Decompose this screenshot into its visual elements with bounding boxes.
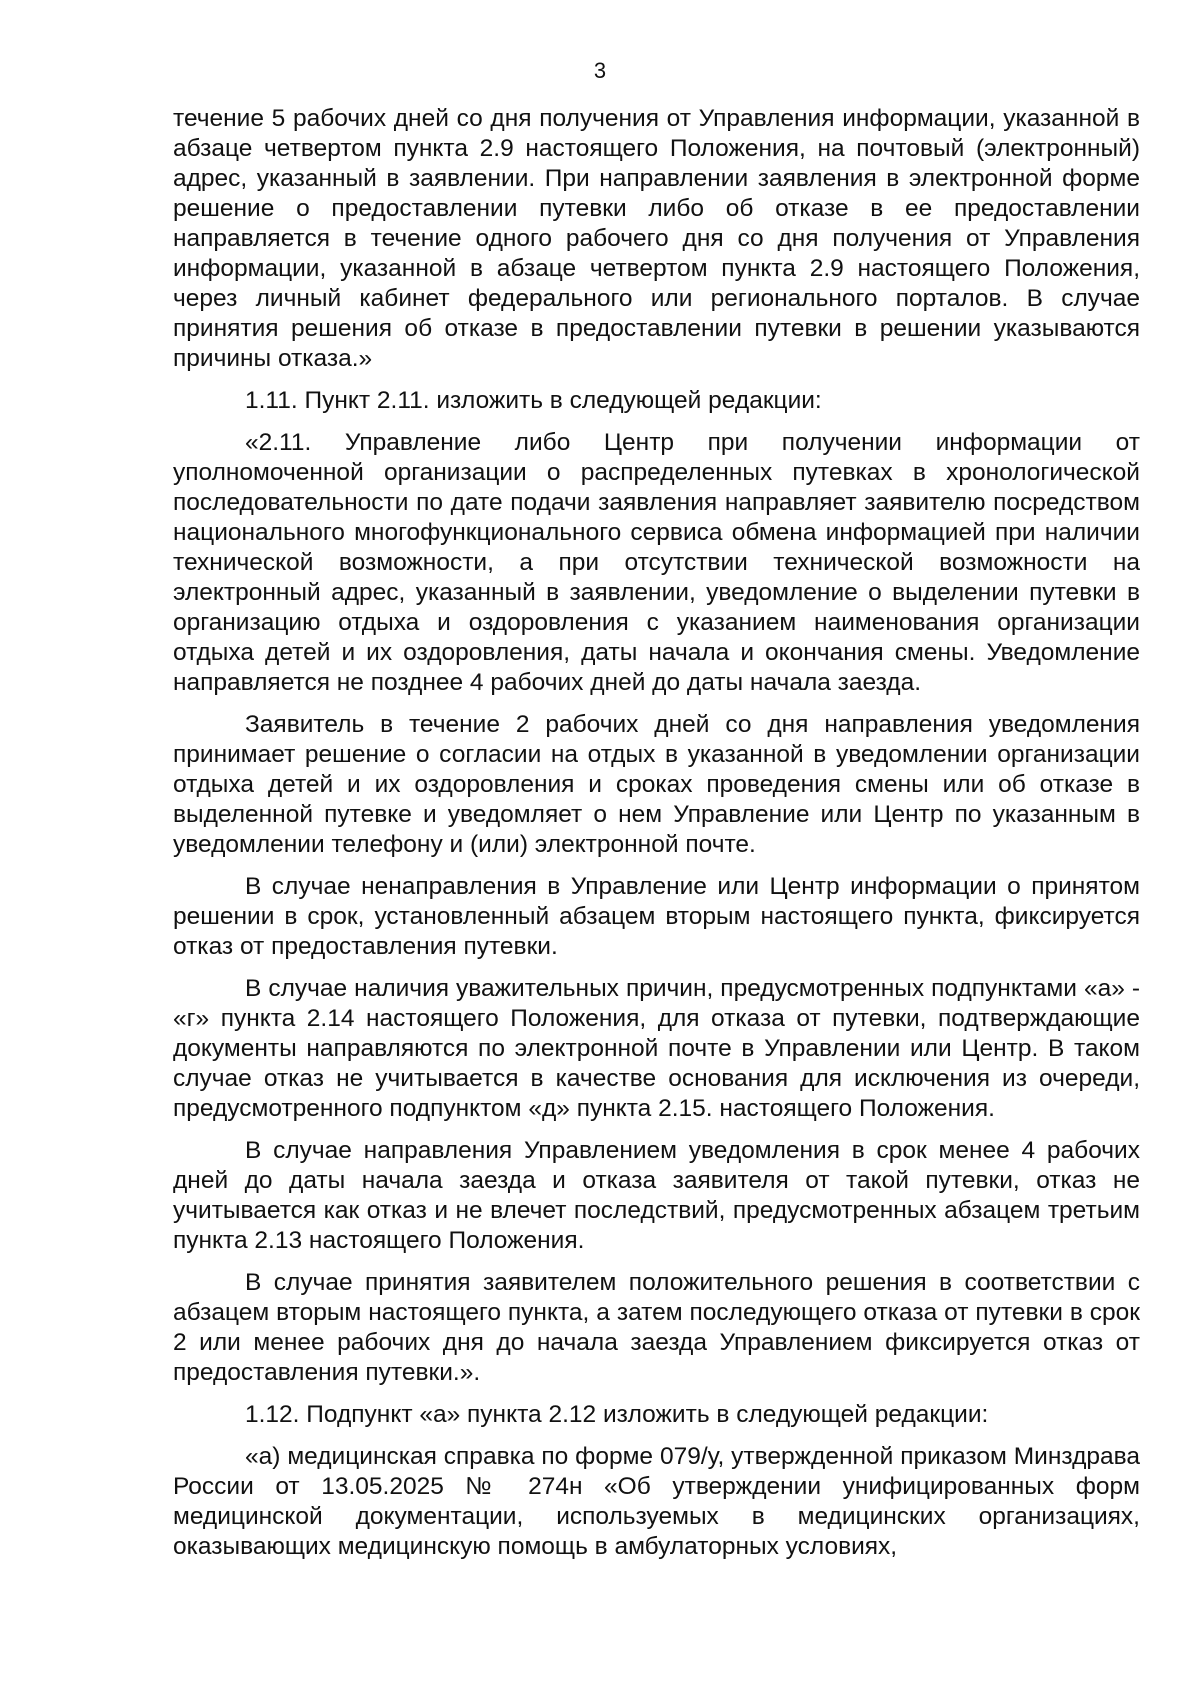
paragraph-clause-2-11: «2.11. Управление либо Центр при получении информации от уполномоченной организации о распределенных путевках в хронологической последовательности по дате подачи заявления направляет заявителю посредством национального многофункционального сервиса обмена информацией при наличии технической возможности, а при отсутствии технической возможности на электронный адрес, указанный в заявлении, уведомление о выделении путевки в организацию отдыха и оздоровления с указанием наименования организации отдыха детей и их оздоровления, даты начала и окончания смены. Уведомление направляется не позднее 4 рабочих дней до даты начала заезда. bbox=[173, 429, 1140, 696]
paragraph-item-1-12: 1.12. Подпункт «а» пункта 2.12 изложить в следующей редакции: bbox=[245, 1401, 989, 1428]
paragraph-applicant-decision: Заявитель в течение 2 рабочих дней со дня направления уведомления принимает решение о согласии на отдых в указанной в уведомлении организации отдыха детей и их оздоровления и сроках проведения смены или об отказе в выделенной путевке и уведомляет о нем Управление или Центр по указанным в уведомлении телефону и (или) электронной почте. bbox=[173, 711, 1140, 858]
paragraph-late-notice: В случае направления Управлением уведомления в срок менее 4 рабочих дней до даты начала заезда и отказа заявителя от такой путевки, отказ не учитывается как отказ и не влечет последствий, предусмотренных абзацем третьим пункта 2.13 настоящего Положения. bbox=[173, 1137, 1140, 1254]
paragraph-no-response: В случае ненаправления в Управление или Центр информации о принятом решении в срок, установленный абзацем вторым настоящего пункта, фиксируется отказ от предоставления путевки. bbox=[173, 873, 1140, 960]
paragraph-continuation: течение 5 рабочих дней со дня получения от Управления информации, указанной в абзаце четвертом пункта 2.9 настоящего Положения, на почтовый (электронный) адрес, указанный в заявлении. При направлении заявления в электронной форме решение о предоставлении путевки либо об отказе в ее предоставлении направляется в течение одного рабочего дня со дня получения от Управления информации, указанной в абзаце четвертом пункта 2.9 настоящего Положения, через личный кабинет федерального или регионального порталов. В случае принятия решения об отказе в предоставлении путевки в решении указываются причины отказа.» bbox=[173, 105, 1140, 372]
document-body bbox=[173, 104, 1140, 1562]
paragraph-valid-reasons: В случае наличия уважительных причин, предусмотренных подпунктами «а» - «г» пункта 2.14 настоящего Положения, для отказа от путевки, подтверждающие документы направляются по электронной почте в Управлении или Центр. В таком случае отказ не учитывается в качестве основания для исключения из очереди, предусмотренного подпунктом «д» пункта 2.15. настоящего Положения. bbox=[173, 975, 1140, 1122]
paragraph-later-refusal: В случае принятия заявителем положительного решения в соответствии с абзацем вторым настоящего пункта, а затем последующего отказа от путевки в срок 2 или менее рабочих дня до начала заезда Управлением фиксируется отказ от предоставления путевки.». bbox=[173, 1269, 1140, 1386]
paragraph-item-1-11: 1.11. Пункт 2.11. изложить в следующей редакции: bbox=[245, 387, 822, 414]
page-number: 3 bbox=[593, 58, 607, 83]
paragraph-subitem-a: «а) медицинская справка по форме 079/у, утвержденной приказом Минздрава России от 13.05.2025 № 274н «Об утверждении унифицированных форм медицинской документации, используемых в медицинских организациях, оказывающих медицинскую помощь в амбулаторных условиях, bbox=[173, 1443, 1140, 1560]
